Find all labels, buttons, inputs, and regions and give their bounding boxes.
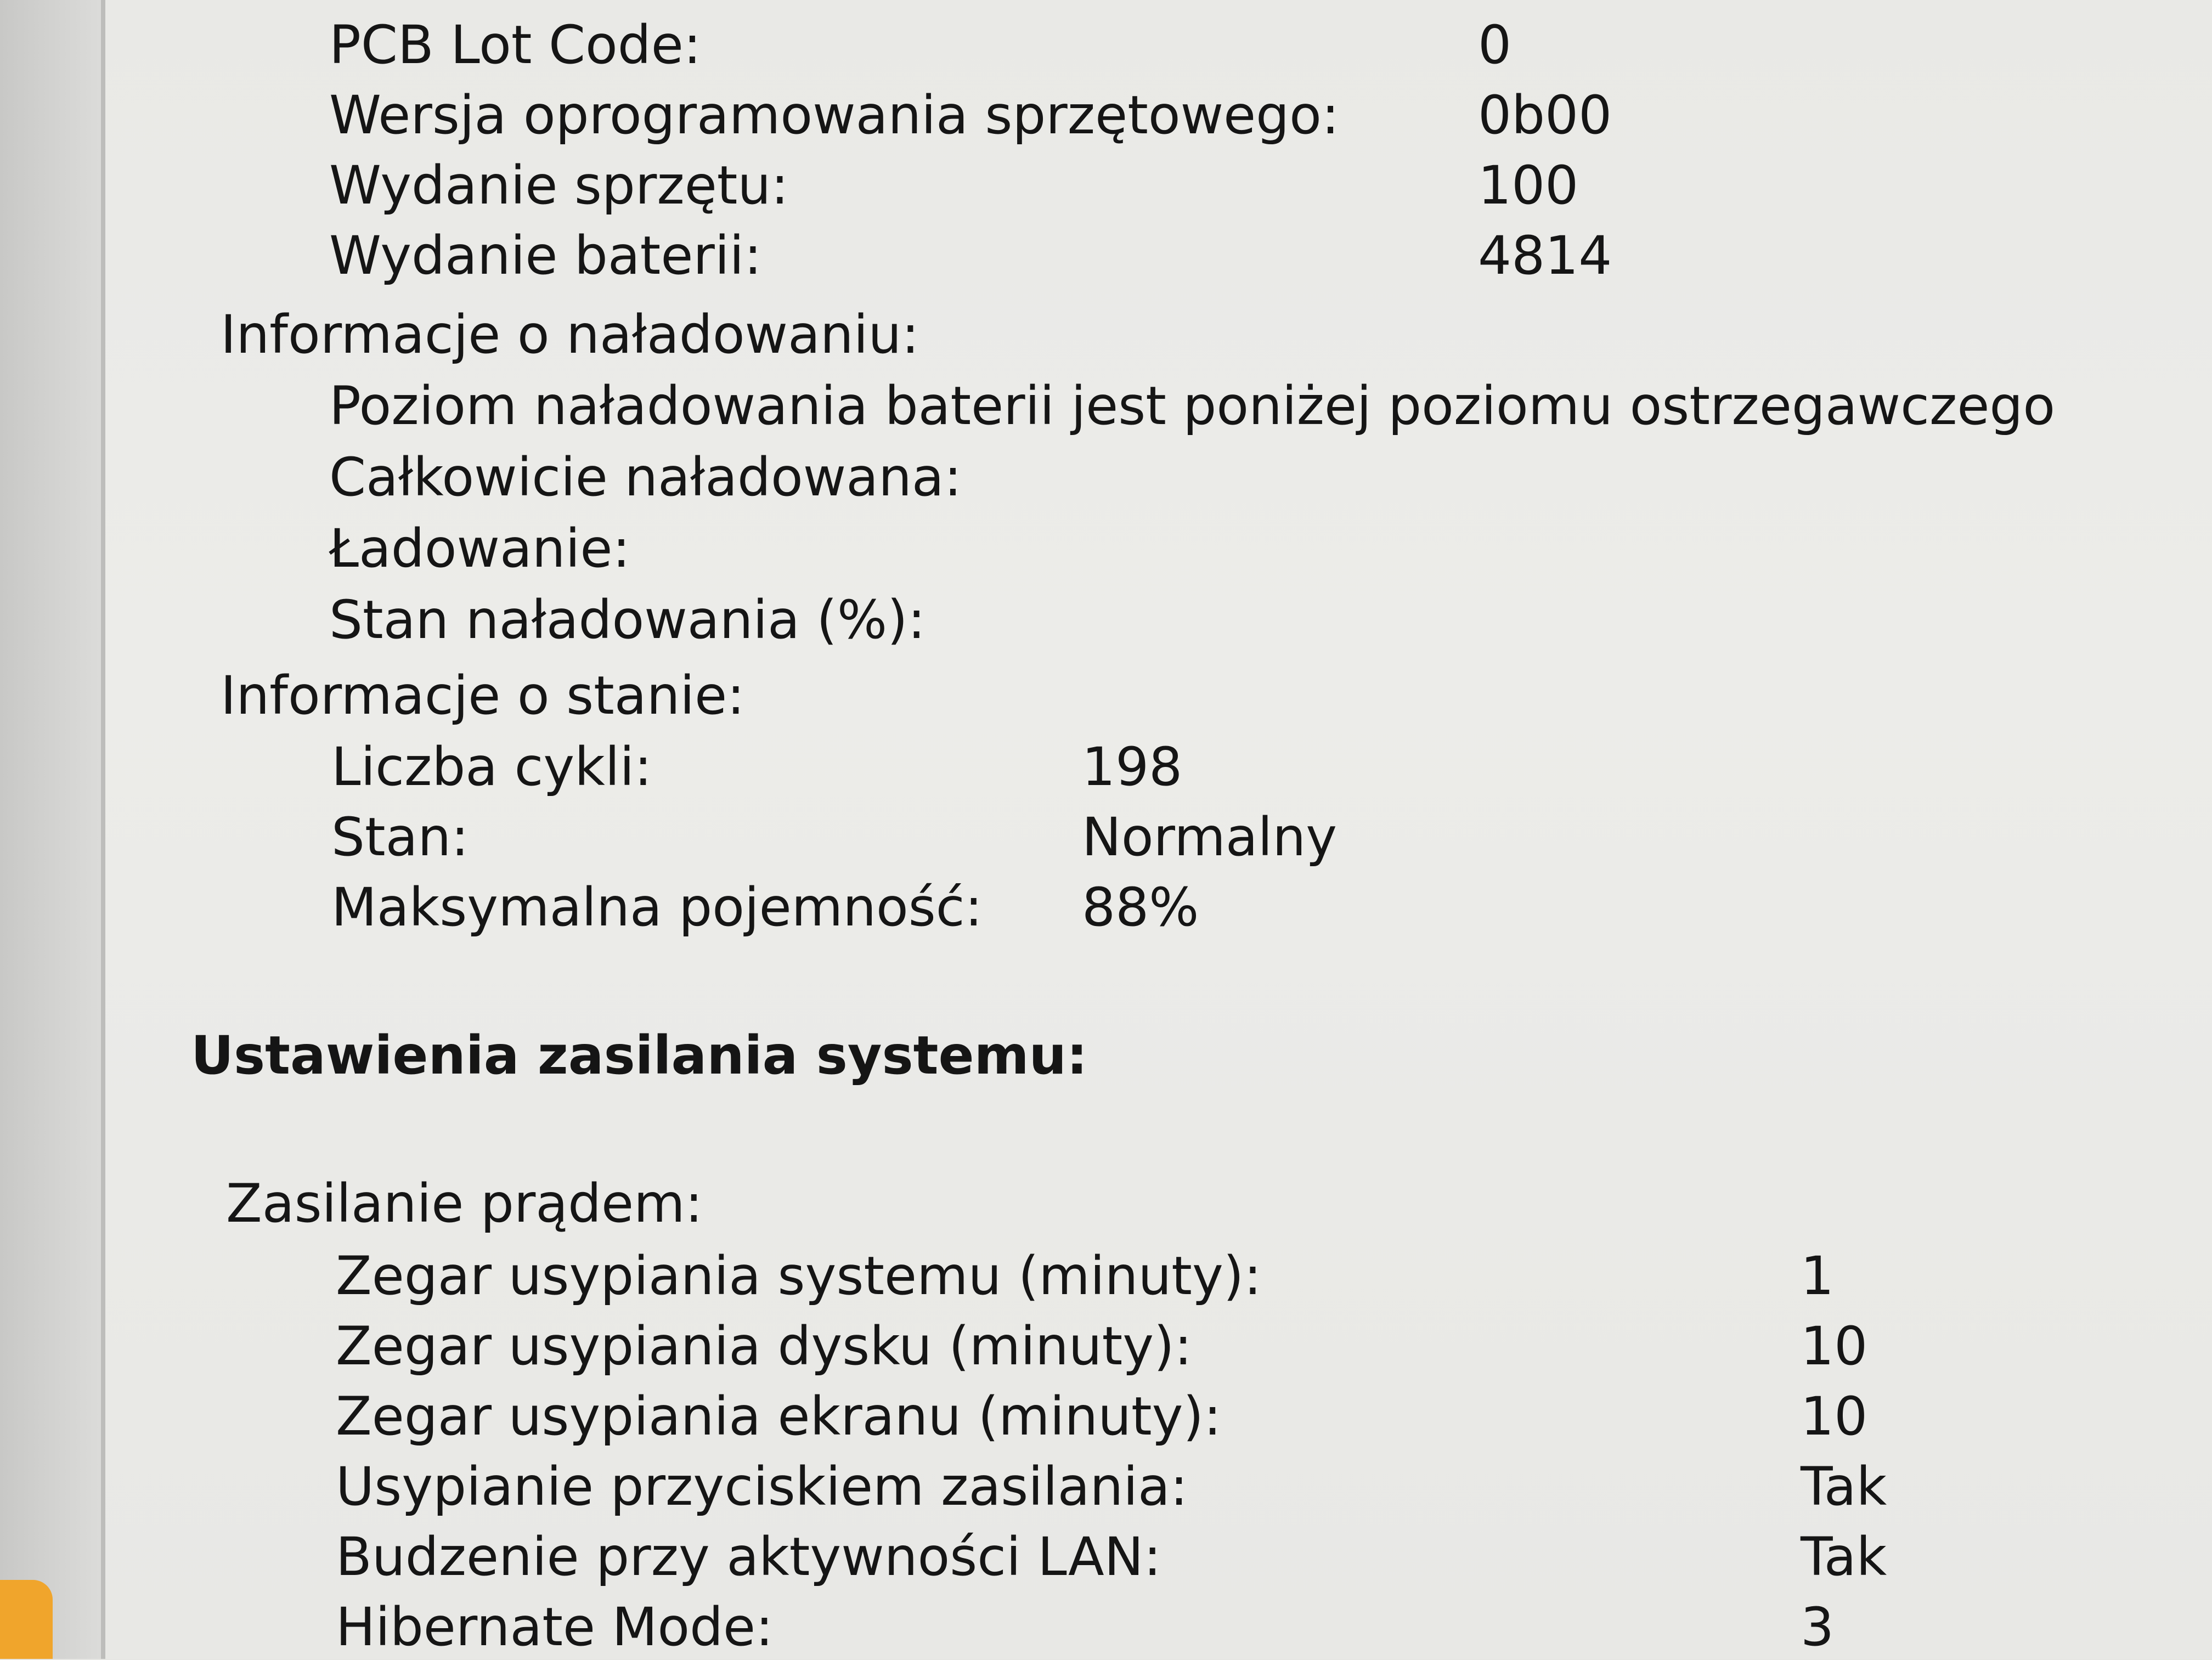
disk-sleep-timer-label: Zegar usypiania dysku (minuty): bbox=[336, 1315, 1192, 1377]
hardware-revision-label: Wydanie sprzętu: bbox=[329, 155, 789, 216]
wake-on-lan-label: Budzenie przy aktywności LAN: bbox=[336, 1526, 1161, 1588]
wake-on-lan-value: Tak bbox=[1801, 1526, 1887, 1588]
battery-low-warning: Poziom naładowania baterii jest poniżej poziomu ostrzegawczego bbox=[329, 375, 2056, 437]
pcb-lot-code-value: 0 bbox=[1478, 14, 1512, 76]
ac-power-title: Zasilanie prądem: bbox=[226, 1173, 703, 1234]
max-capacity-label: Maksymalna pojemność: bbox=[331, 877, 983, 938]
sidebar-divider bbox=[101, 0, 105, 1659]
condition-label: Stan: bbox=[331, 806, 469, 868]
max-capacity-value: 88% bbox=[1082, 877, 1199, 938]
charging-label: Ładowanie: bbox=[329, 518, 630, 579]
battery-revision-value: 4814 bbox=[1478, 225, 1612, 286]
pcb-lot-code-label: PCB Lot Code: bbox=[329, 14, 702, 76]
condition-value: Normalny bbox=[1082, 806, 1337, 868]
cycle-count-value: 198 bbox=[1082, 736, 1183, 798]
sidebar-edge bbox=[0, 0, 104, 1659]
firmware-version-value: 0b00 bbox=[1478, 84, 1612, 146]
system-sleep-timer-label: Zegar usypiania systemu (minuty): bbox=[336, 1245, 1262, 1307]
battery-revision-label: Wydanie baterii: bbox=[329, 225, 762, 286]
health-info-title: Informacje o stanie: bbox=[221, 665, 745, 726]
charge-info-title: Informacje o naładowaniu: bbox=[221, 304, 919, 365]
firmware-version-label: Wersja oprogramowania sprzętowego: bbox=[329, 84, 1340, 146]
power-settings-heading: Ustawienia zasilania systemu: bbox=[191, 1025, 1088, 1086]
cycle-count-label: Liczba cykli: bbox=[331, 736, 652, 798]
hibernate-mode-value: 3 bbox=[1801, 1596, 1835, 1658]
disk-sleep-timer-value: 10 bbox=[1801, 1315, 1868, 1377]
display-sleep-timer-label: Zegar usypiania ekranu (minuty): bbox=[336, 1386, 1222, 1447]
power-button-sleep-label: Usypianie przyciskiem zasilania: bbox=[336, 1456, 1188, 1517]
system-sleep-timer-value: 1 bbox=[1801, 1245, 1835, 1307]
display-sleep-timer-value: 10 bbox=[1801, 1386, 1868, 1447]
hibernate-mode-label: Hibernate Mode: bbox=[336, 1596, 774, 1658]
power-button-sleep-value: Tak bbox=[1801, 1456, 1887, 1517]
orange-badge-icon bbox=[0, 1580, 53, 1659]
fully-charged-label: Całkowicie naładowana: bbox=[329, 447, 962, 508]
hardware-revision-value: 100 bbox=[1478, 155, 1579, 216]
system-report-content bbox=[105, 0, 2212, 1659]
state-of-charge-label: Stan naładowania (%): bbox=[329, 589, 926, 651]
